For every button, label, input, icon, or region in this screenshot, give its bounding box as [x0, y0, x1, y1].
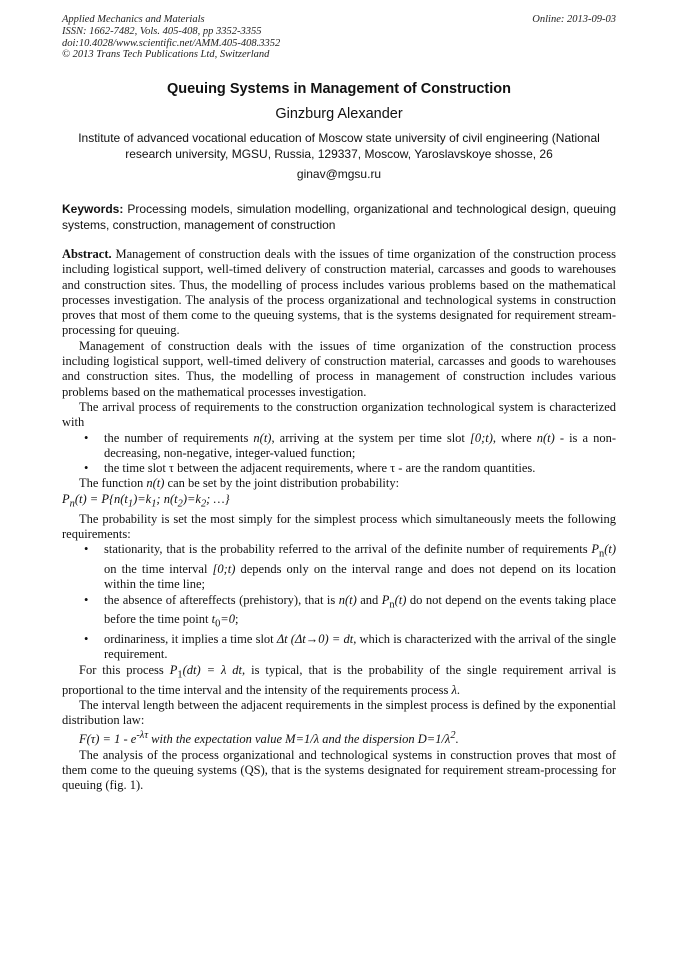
math-sub: n — [69, 498, 75, 510]
abstract-text: Management of construction deals with the issues of time organization of the construction process including logistical support, well-timed delivery of construction material, carcasses and goods to warehouses and construction sites. Thus, the modelling of process includes various problems based on the mathematical processes investigation. The analysis of the process organizational and technological systems in construction proves that most of them come to the queuing systems, that is the systems designated for requirement stream-processing for queuing. — [62, 247, 616, 338]
text-span: , arriving at the system per time slot — [271, 430, 470, 445]
math-span: n(t) — [146, 476, 165, 491]
text-span: , which is characterized with the arrival of the single requirement. — [104, 632, 617, 662]
text-span: - is a non-decreasing, non-negative, integer-valued function; — [104, 430, 617, 460]
math-sub: 1 — [127, 498, 134, 510]
formula-joint-probability — [62, 492, 616, 512]
math-span: )=k — [133, 491, 152, 506]
math-span: (dt) = λ dt, — [182, 662, 246, 677]
paragraph-1: Management of construction deals with the issues of time organization of the construction process including logistical support, well-timed delivery of construction material, carcasses and goods to warehouses and construction sites. Thus, the modelling of process in management of construction includes various problems based on the mathematical processes investigation. — [62, 338, 616, 399]
math-span: F(τ) = 1 - e — [79, 732, 137, 747]
math-sub: n — [389, 599, 395, 611]
text-span: ordinariness, it implies a time slot — [104, 632, 277, 647]
journal-issn: ISSN: 1662-7482, Vols. 405-408, pp 3352-3355 — [62, 25, 262, 37]
author-email: ginav@mgsu.ru — [296, 167, 382, 181]
paragraph-7: The analysis of the process organizational and technological systems in construction proves that most of them come to the queuing systems (QS), that is the systems designated for requirement stream-processing for queuing (fig. 1). — [62, 747, 616, 793]
math-span: P — [591, 542, 599, 557]
math-sub: 1 — [151, 498, 157, 510]
math-span: n(t) — [536, 430, 555, 445]
text-span: do not depend on the events taking place before the time point — [104, 592, 616, 627]
keywords-label: Keywords: — [62, 202, 124, 216]
abstract-label: Abstract. — [62, 247, 112, 261]
math-span: [0;t) — [212, 561, 236, 576]
text-span: The function — [79, 476, 147, 491]
math-span: (t) = P{n(t — [74, 491, 128, 506]
list-item — [62, 431, 616, 462]
paragraph-4: The probability is set the most simply for the simplest process which simultaneously meets the following requirements: — [62, 511, 616, 541]
bullet-list-requirements — [62, 542, 616, 663]
journal-header — [62, 14, 616, 61]
math-span: P — [381, 592, 390, 607]
math-sub: 2 — [200, 498, 207, 510]
journal-name: Applied Mechanics and Materials — [62, 14, 205, 25]
text-span: with the expectation value — [148, 732, 286, 747]
list-item — [62, 542, 616, 592]
math-span: t — [211, 612, 216, 627]
math-sup: 2 — [450, 730, 456, 742]
text-span: and — [356, 592, 382, 607]
list-item: • the time slot τ between the adjacent requirements, where τ - are the random quantities. — [62, 461, 616, 476]
text-span: . — [456, 682, 461, 697]
text-span: can be set by the joint distribution probability: — [164, 476, 400, 491]
paragraph-5 — [62, 663, 616, 698]
math-span: =0 — [220, 612, 235, 627]
list-item — [62, 593, 616, 633]
math-span: n(t) — [338, 592, 357, 607]
paragraph-3 — [62, 476, 616, 491]
formula-exponential — [62, 728, 616, 747]
journal-copyright: © 2013 Trans Tech Publications Ltd, Switzerland — [62, 49, 270, 61]
math-span: )=k — [182, 491, 201, 506]
text-span: For this process — [79, 662, 170, 677]
math-sub: 1 — [177, 669, 183, 681]
text-span: . — [455, 732, 459, 747]
text-span: , where — [492, 430, 537, 445]
text-span: depends only on the interval range and does not depend on its location within the time line; — [104, 561, 616, 592]
online-date: Online: 2013-09-03 — [532, 14, 616, 25]
journal-doi: doi:10.4028/www.scientific.net/AMM.405-408.3352 — [62, 37, 281, 49]
keywords-text: Processing models, simulation modelling, organizational and technological design, queuing systems, construction, management of construction — [62, 202, 616, 232]
paragraph-6: The interval length between the adjacent requirements in the simplest process is defined by the exponential distribution law: — [62, 697, 616, 728]
text-span: stationarity, that is the probability referred to the arrival of the definite number of requirements — [104, 542, 592, 557]
abstract — [62, 247, 616, 339]
math-span: ; n(t — [156, 491, 178, 506]
paper-title: Queuing Systems in Management of Construction — [166, 81, 511, 97]
math-span: P — [169, 662, 178, 677]
math-sup: -λτ — [136, 730, 149, 742]
math-sub: 2 — [177, 498, 183, 510]
math-span: λ — [451, 682, 457, 697]
list-item — [62, 632, 616, 663]
math-span: ; …} — [206, 491, 230, 506]
text-span: on the time interval — [104, 561, 213, 576]
math-span: D=1/λ — [417, 732, 451, 747]
text-span: the absence of aftereffects (prehistory), that is — [104, 592, 339, 607]
math-span: [0;t) — [469, 430, 493, 445]
math-sub: 0 — [215, 618, 221, 630]
math-span: (t) — [604, 542, 616, 557]
math-span: (t) — [394, 592, 407, 607]
text-span: the number of requirements — [104, 430, 254, 445]
math-span: P — [62, 491, 70, 506]
paragraph-2: The arrival process of requirements to the construction organization technological system is characterized with — [62, 399, 616, 430]
math-span: Δt (Δt→0) = dt — [276, 632, 354, 647]
math-sub: n — [598, 548, 605, 560]
paper-body — [62, 247, 616, 794]
keywords — [62, 202, 616, 233]
paper-author: Ginzburg Alexander — [275, 106, 403, 122]
text-span: and the dispersion — [319, 732, 418, 747]
math-span: n(t) — [253, 430, 272, 445]
bullet-list-arrival — [62, 431, 616, 477]
text-span: is typical, that is the probability of the single requirement arrival is proportional to the time interval and the intensity of the requirements process — [62, 662, 616, 697]
author-affiliation: Institute of advanced vocational education of Moscow state university of civil engineering (National research university, MGSU, Russia, 129337, Moscow, Yaroslavskoye shosse, 26 — [78, 131, 600, 161]
math-span: M=1/λ — [285, 732, 320, 747]
text-span: ; — [234, 612, 239, 627]
